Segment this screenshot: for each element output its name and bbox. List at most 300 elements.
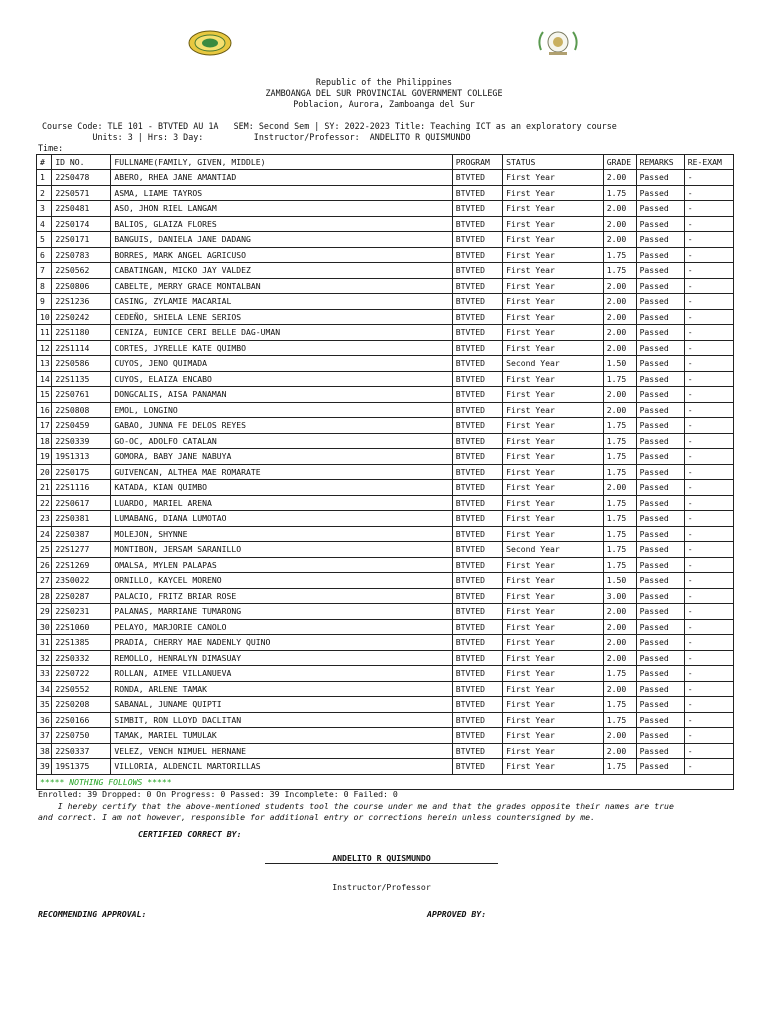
student-id: 22S0783: [52, 247, 111, 263]
grade: 1.75: [603, 247, 636, 263]
program: BTVTED: [452, 247, 502, 263]
grade: 2.00: [603, 278, 636, 294]
table-row: [37, 170, 734, 186]
remarks: Passed: [636, 340, 684, 356]
student-id: 22S0478: [52, 170, 111, 186]
remarks: Passed: [636, 728, 684, 744]
row-number: 33: [37, 666, 52, 682]
student-fullname: ASMA, LIAME TAYROS: [111, 185, 452, 201]
column-header-remarks: REMARKS: [636, 155, 684, 170]
program: BTVTED: [452, 526, 502, 542]
year-status: First Year: [503, 170, 604, 186]
row-number: 9: [37, 294, 52, 310]
re-exam: -: [684, 635, 733, 651]
remarks: Passed: [636, 588, 684, 604]
re-exam: -: [684, 681, 733, 697]
year-status: First Year: [503, 216, 604, 232]
student-id: 22S1135: [52, 371, 111, 387]
re-exam: -: [684, 557, 733, 573]
table-row: [37, 743, 734, 759]
remarks: Passed: [636, 542, 684, 558]
student-fullname: PRADIA, CHERRY MAE NADENLY QUINO: [111, 635, 452, 651]
student-fullname: BORRES, MARK ANGEL AGRICUSO: [111, 247, 452, 263]
row-number: 4: [37, 216, 52, 232]
year-status: First Year: [503, 464, 604, 480]
program: BTVTED: [452, 480, 502, 496]
re-exam: -: [684, 588, 733, 604]
grade: 1.75: [603, 433, 636, 449]
re-exam: -: [684, 759, 733, 775]
re-exam: -: [684, 309, 733, 325]
remarks: Passed: [636, 650, 684, 666]
student-fullname: LUARDO, MARIEL ARENA: [111, 495, 452, 511]
row-number: 15: [37, 387, 52, 403]
grade: 1.75: [603, 557, 636, 573]
year-status: First Year: [503, 666, 604, 682]
grade: 1.75: [603, 511, 636, 527]
grade: 1.75: [603, 464, 636, 480]
remarks: Passed: [636, 402, 684, 418]
student-id: 23S0022: [52, 573, 111, 589]
column-header-program: PROGRAM: [452, 155, 502, 170]
student-id: 22S0722: [52, 666, 111, 682]
grade: 1.75: [603, 759, 636, 775]
re-exam: -: [684, 743, 733, 759]
student-fullname: CUYOS, ELAIZA ENCABO: [111, 371, 452, 387]
re-exam: -: [684, 263, 733, 279]
grade: 2.00: [603, 170, 636, 186]
student-id: 22S0231: [52, 604, 111, 620]
student-fullname: PALANAS, MARRIANE TUMARONG: [111, 604, 452, 620]
course-info-line1: Course Code: TLE 101 - BTVTED AU 1A SEM: Second Sem | SY: 2022-2023 Title: Teaching ICT as an exploratory course: [42, 121, 617, 131]
column-header-number: #: [37, 155, 52, 170]
row-number: 2: [37, 185, 52, 201]
student-id: 22S0750: [52, 728, 111, 744]
row-number: 35: [37, 697, 52, 713]
remarks: Passed: [636, 449, 684, 465]
re-exam: -: [684, 511, 733, 527]
year-status: First Year: [503, 557, 604, 573]
row-number: 20: [37, 464, 52, 480]
row-number: 26: [37, 557, 52, 573]
student-id: 22S0808: [52, 402, 111, 418]
re-exam: -: [684, 371, 733, 387]
program: BTVTED: [452, 650, 502, 666]
student-id: 22S1385: [52, 635, 111, 651]
student-id: 22S1180: [52, 325, 111, 341]
row-number: 10: [37, 309, 52, 325]
row-number: 7: [37, 263, 52, 279]
program: BTVTED: [452, 356, 502, 372]
re-exam: -: [684, 294, 733, 310]
remarks: Passed: [636, 371, 684, 387]
year-status: First Year: [503, 278, 604, 294]
re-exam: -: [684, 728, 733, 744]
student-id: 22S0332: [52, 650, 111, 666]
remarks: Passed: [636, 712, 684, 728]
student-id: 19S1375: [52, 759, 111, 775]
remarks: Passed: [636, 526, 684, 542]
student-id: 22S1114: [52, 340, 111, 356]
program: BTVTED: [452, 728, 502, 744]
student-fullname: BALIOS, GLAIZA FLORES: [111, 216, 452, 232]
row-number: 24: [37, 526, 52, 542]
grade: 2.00: [603, 681, 636, 697]
re-exam: -: [684, 542, 733, 558]
student-fullname: CORTES, JYRELLE KATE QUIMBO: [111, 340, 452, 356]
student-fullname: OMALSA, MYLEN PALAPAS: [111, 557, 452, 573]
row-number: 39: [37, 759, 52, 775]
remarks: Passed: [636, 743, 684, 759]
instructor-signature-name: ANDELITO R QUISMUNDO: [332, 853, 431, 863]
table-row: [37, 247, 734, 263]
re-exam: -: [684, 697, 733, 713]
grade: 2.00: [603, 650, 636, 666]
grade: 2.00: [603, 635, 636, 651]
row-number: 11: [37, 325, 52, 341]
table-row: [37, 294, 734, 310]
student-fullname: GO-OC, ADOLFO CATALAN: [111, 433, 452, 449]
course-time: Time:: [38, 143, 64, 153]
table-row: [37, 697, 734, 713]
re-exam: -: [684, 356, 733, 372]
table-row: [37, 480, 734, 496]
remarks: Passed: [636, 480, 684, 496]
grade: 1.75: [603, 418, 636, 434]
remarks: Passed: [636, 604, 684, 620]
student-id: 22S0571: [52, 185, 111, 201]
student-id: 22S0242: [52, 309, 111, 325]
row-number: 32: [37, 650, 52, 666]
table-row: [37, 356, 734, 372]
program: BTVTED: [452, 681, 502, 697]
re-exam: -: [684, 325, 733, 341]
table-row: [37, 666, 734, 682]
student-fullname: PELAYO, MARJORIE CANOLO: [111, 619, 452, 635]
re-exam: -: [684, 185, 733, 201]
table-row: [37, 573, 734, 589]
program: BTVTED: [452, 201, 502, 217]
row-number: 16: [37, 402, 52, 418]
program: BTVTED: [452, 170, 502, 186]
student-fullname: GABAO, JUNNA FE DELOS REYES: [111, 418, 452, 434]
row-number: 28: [37, 588, 52, 604]
row-number: 6: [37, 247, 52, 263]
student-fullname: VELEZ, VENCH NIMUEL HERNANE: [111, 743, 452, 759]
re-exam: -: [684, 387, 733, 403]
recommending-approval-label: RECOMMENDING APPROVAL:: [38, 909, 147, 919]
table-row: [37, 449, 734, 465]
grade: 1.75: [603, 495, 636, 511]
re-exam: -: [684, 418, 733, 434]
program: BTVTED: [452, 464, 502, 480]
program: BTVTED: [452, 325, 502, 341]
student-fullname: MONTIBON, JERSAM SARANILLO: [111, 542, 452, 558]
student-fullname: TAMAK, MARIEL TUMULAK: [111, 728, 452, 744]
student-fullname: CEDEÑO, SHIELA LENE SERIOS: [111, 309, 452, 325]
year-status: First Year: [503, 340, 604, 356]
row-number: 21: [37, 480, 52, 496]
table-row: [37, 185, 734, 201]
remarks: Passed: [636, 263, 684, 279]
student-fullname: RONDA, ARLENE TAMAK: [111, 681, 452, 697]
year-status: First Year: [503, 402, 604, 418]
grade: 2.00: [603, 201, 636, 217]
grade: 2.00: [603, 340, 636, 356]
remarks: Passed: [636, 681, 684, 697]
remarks: Passed: [636, 418, 684, 434]
re-exam: -: [684, 170, 733, 186]
student-id: 22S0337: [52, 743, 111, 759]
year-status: First Year: [503, 635, 604, 651]
row-number: 27: [37, 573, 52, 589]
student-id: 22S0387: [52, 526, 111, 542]
program: BTVTED: [452, 635, 502, 651]
remarks: Passed: [636, 697, 684, 713]
program: BTVTED: [452, 278, 502, 294]
student-fullname: BANGUIS, DANIELA JANE DADANG: [111, 232, 452, 248]
grade: 3.00: [603, 588, 636, 604]
row-number: 5: [37, 232, 52, 248]
remarks: Passed: [636, 635, 684, 651]
row-number: 30: [37, 619, 52, 635]
re-exam: -: [684, 573, 733, 589]
table-row: [37, 340, 734, 356]
row-number: 18: [37, 433, 52, 449]
year-status: First Year: [503, 433, 604, 449]
student-fullname: ORNILLO, KAYCEL MORENO: [111, 573, 452, 589]
grade: 2.00: [603, 480, 636, 496]
table-row: [37, 371, 734, 387]
row-number: 8: [37, 278, 52, 294]
grade: 1.75: [603, 263, 636, 279]
table-row: [37, 325, 734, 341]
program: BTVTED: [452, 697, 502, 713]
year-status: First Year: [503, 681, 604, 697]
table-row: [37, 387, 734, 403]
row-number: 3: [37, 201, 52, 217]
remarks: Passed: [636, 309, 684, 325]
instructor-title: Instructor/Professor: [332, 882, 431, 892]
year-status: First Year: [503, 201, 604, 217]
header-college-name: ZAMBOANGA DEL SUR PROVINCIAL GOVERNMENT COLLEGE: [265, 88, 503, 98]
student-fullname: SIMBIT, RON LLOYD DACLITAN: [111, 712, 452, 728]
year-status: First Year: [503, 650, 604, 666]
program: BTVTED: [452, 340, 502, 356]
program: BTVTED: [452, 712, 502, 728]
remarks: Passed: [636, 170, 684, 186]
table-row: [37, 511, 734, 527]
table-row: [37, 464, 734, 480]
program: BTVTED: [452, 666, 502, 682]
student-id: 22S0339: [52, 433, 111, 449]
student-id: 22S0586: [52, 356, 111, 372]
student-id: 22S0481: [52, 201, 111, 217]
grade: 2.00: [603, 619, 636, 635]
grade: 1.75: [603, 526, 636, 542]
student-fullname: EMOL, LONGINO: [111, 402, 452, 418]
grade: 1.75: [603, 449, 636, 465]
student-fullname: ASO, JHON RIEL LANGAM: [111, 201, 452, 217]
student-id: 22S0287: [52, 588, 111, 604]
program: BTVTED: [452, 449, 502, 465]
table-row: [37, 619, 734, 635]
program: BTVTED: [452, 588, 502, 604]
remarks: Passed: [636, 216, 684, 232]
student-fullname: CENIZA, EUNICE CERI BELLE DAG-UMAN: [111, 325, 452, 341]
year-status: First Year: [503, 325, 604, 341]
table-row: [37, 216, 734, 232]
program: BTVTED: [452, 418, 502, 434]
re-exam: -: [684, 464, 733, 480]
grade: 1.75: [603, 666, 636, 682]
year-status: First Year: [503, 495, 604, 511]
table-row: [37, 681, 734, 697]
row-number: 37: [37, 728, 52, 744]
student-id: 22S0552: [52, 681, 111, 697]
column-header-re-exam: RE-EXAM: [684, 155, 733, 170]
student-fullname: LUMABANG, DIANA LUMOTAO: [111, 511, 452, 527]
grade: 2.00: [603, 728, 636, 744]
row-number: 23: [37, 511, 52, 527]
certification-text-line1: I hereby certify that the above-mentioned students tool the course under me and that the grades opposite their names are true: [38, 801, 674, 811]
re-exam: -: [684, 433, 733, 449]
year-status: First Year: [503, 604, 604, 620]
program: BTVTED: [452, 402, 502, 418]
student-id: 22S1277: [52, 542, 111, 558]
program: BTVTED: [452, 511, 502, 527]
remarks: Passed: [636, 573, 684, 589]
student-id: 22S1116: [52, 480, 111, 496]
remarks: Passed: [636, 185, 684, 201]
year-status: First Year: [503, 759, 604, 775]
student-fullname: CASING, ZYLAMIE MACARIAL: [111, 294, 452, 310]
enrollment-summary: Enrolled: 39 Dropped: 0 On Progress: 0 Passed: 39 Incomplete: 0 Failed: 0: [38, 789, 398, 799]
student-fullname: GUIVENCAN, ALTHEA MAE ROMARATE: [111, 464, 452, 480]
student-fullname: DONGCALIS, AISA PANAMAN: [111, 387, 452, 403]
student-fullname: ROLLAN, AIMEE VILLANUEVA: [111, 666, 452, 682]
student-fullname: VILLORIA, ALDENCIL MARTORILLAS: [111, 759, 452, 775]
student-fullname: KATADA, KIAN QUIMBO: [111, 480, 452, 496]
certification-text-line2: and correct. I am not however, responsible for additional entry or corrections herein unless countersigned by me.: [38, 812, 596, 822]
grade: 1.75: [603, 712, 636, 728]
student-id: 22S0166: [52, 712, 111, 728]
remarks: Passed: [636, 201, 684, 217]
table-row: [37, 759, 734, 775]
re-exam: -: [684, 712, 733, 728]
signature-line: [265, 863, 498, 864]
re-exam: -: [684, 650, 733, 666]
program: BTVTED: [452, 743, 502, 759]
student-id: 22S0381: [52, 511, 111, 527]
student-fullname: PALACIO, FRITZ BRIAR ROSE: [111, 588, 452, 604]
re-exam: -: [684, 449, 733, 465]
student-id: 22S0761: [52, 387, 111, 403]
approved-by-label: APPROVED BY:: [427, 909, 487, 919]
grade: 1.50: [603, 356, 636, 372]
grade: 2.00: [603, 743, 636, 759]
remarks: Passed: [636, 557, 684, 573]
program: BTVTED: [452, 185, 502, 201]
remarks: Passed: [636, 433, 684, 449]
table-row: [37, 201, 734, 217]
college-seal-logo: [188, 30, 232, 56]
certified-correct-label: CERTIFIED CORRECT BY:: [138, 829, 242, 839]
re-exam: -: [684, 526, 733, 542]
year-status: First Year: [503, 185, 604, 201]
year-status: First Year: [503, 588, 604, 604]
header-address: Poblacion, Aurora, Zamboanga del Sur: [293, 99, 475, 109]
course-info-line2: Units: 3 | Hrs: 3 Day: Instructor/Professor: ANDELITO R QUISMUNDO: [42, 132, 471, 142]
year-status: First Year: [503, 263, 604, 279]
row-number: 19: [37, 449, 52, 465]
re-exam: -: [684, 247, 733, 263]
grade: 2.00: [603, 402, 636, 418]
student-fullname: REMOLLO, HENRALYN DIMASUAY: [111, 650, 452, 666]
header-republic: Republic of the Philippines: [315, 77, 453, 87]
year-status: First Year: [503, 418, 604, 434]
nothing-follows-text: ***** NOTHING FOLLOWS *****: [37, 774, 734, 790]
row-number: 17: [37, 418, 52, 434]
table-row: [37, 495, 734, 511]
remarks: Passed: [636, 387, 684, 403]
row-number: 25: [37, 542, 52, 558]
re-exam: -: [684, 232, 733, 248]
remarks: Passed: [636, 666, 684, 682]
table-header-row: [37, 155, 734, 170]
column-header-status: STATUS: [503, 155, 604, 170]
column-header-fullname: FULLNAME(FAMILY, GIVEN, MIDDLE): [111, 155, 452, 170]
row-number: 31: [37, 635, 52, 651]
table-row: [37, 232, 734, 248]
year-status: First Year: [503, 511, 604, 527]
remarks: Passed: [636, 325, 684, 341]
grade: 2.00: [603, 232, 636, 248]
re-exam: -: [684, 201, 733, 217]
re-exam: -: [684, 340, 733, 356]
student-id: 22S0806: [52, 278, 111, 294]
re-exam: -: [684, 495, 733, 511]
program: BTVTED: [452, 294, 502, 310]
student-id: 19S1313: [52, 449, 111, 465]
row-number: 12: [37, 340, 52, 356]
student-fullname: SABANAL, JUNAME QUIPTI: [111, 697, 452, 713]
grade: 2.00: [603, 387, 636, 403]
row-number: 22: [37, 495, 52, 511]
remarks: Passed: [636, 759, 684, 775]
table-row: [37, 557, 734, 573]
student-id: 22S1060: [52, 619, 111, 635]
program: BTVTED: [452, 433, 502, 449]
student-id: 22S0175: [52, 464, 111, 480]
table-row: [37, 542, 734, 558]
student-id: 22S0617: [52, 495, 111, 511]
program: BTVTED: [452, 542, 502, 558]
year-status: First Year: [503, 526, 604, 542]
student-id: 22S0171: [52, 232, 111, 248]
program: BTVTED: [452, 557, 502, 573]
table-row: [37, 402, 734, 418]
program: BTVTED: [452, 604, 502, 620]
table-row: [37, 728, 734, 744]
grade: 2.00: [603, 325, 636, 341]
year-status: First Year: [503, 712, 604, 728]
table-row: [37, 604, 734, 620]
table-row: [37, 278, 734, 294]
grade: 2.00: [603, 294, 636, 310]
program: BTVTED: [452, 619, 502, 635]
remarks: Passed: [636, 511, 684, 527]
